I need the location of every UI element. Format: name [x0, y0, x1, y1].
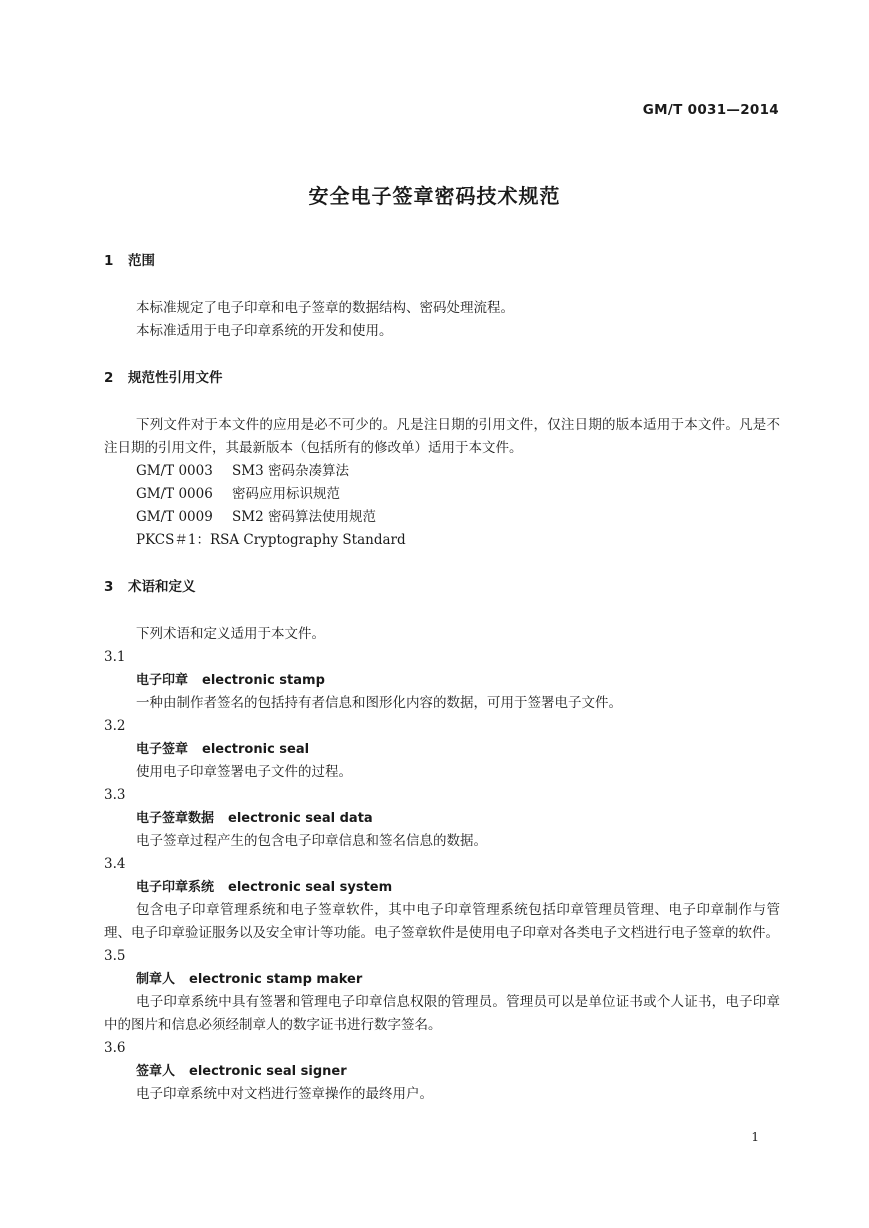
term-zh: 签章人 [136, 1064, 176, 1079]
term-number: 3.4 [104, 856, 126, 872]
term-heading [104, 807, 780, 830]
term-definition: 电子签章过程产生的包含电子印章信息和签名信息的数据。 [136, 833, 487, 849]
term-en: electronic stamp maker [189, 972, 363, 987]
term-number: 3.3 [104, 787, 126, 803]
section-heading-scope [104, 250, 780, 273]
section-number: 3 [104, 579, 114, 595]
term-entry [104, 1037, 780, 1106]
term-entry [104, 784, 780, 853]
standard-code: GM/T 0031—2014 [642, 102, 779, 118]
reference-code: GM/T 0009 [136, 509, 213, 525]
term-heading [104, 968, 780, 991]
reference-name: 密码应用标识规范 [232, 486, 340, 502]
term-en: electronic seal data [228, 811, 373, 826]
term-heading [104, 669, 780, 692]
term-zh: 电子签章 [136, 742, 189, 757]
term-heading [104, 1060, 780, 1083]
section-title: 范围 [128, 253, 155, 269]
reference-item [104, 483, 780, 506]
term-zh: 制章人 [136, 972, 176, 987]
term-en: electronic seal [202, 742, 310, 757]
reference-item [104, 506, 780, 529]
term-entry [104, 715, 780, 784]
section-number: 1 [104, 253, 114, 269]
term-number: 3.1 [104, 649, 126, 665]
term-en: electronic stamp [202, 673, 325, 688]
section-number: 2 [104, 370, 114, 386]
term-heading [104, 876, 780, 899]
term-number: 3.5 [104, 948, 126, 964]
section-title: 规范性引用文件 [128, 370, 223, 386]
term-definition: 电子印章系统中对文档进行签章操作的最终用户。 [136, 1086, 433, 1102]
term-definition: 电子印章系统中具有签署和管理电子印章信息权限的管理员。管理员可以是单位证书或个人证书，电子印章中的图片和信息必须经制章人的数字证书进行数字签名。 [104, 994, 780, 1033]
term-heading [104, 738, 780, 761]
terms-intro-paragraph: 下列术语和定义适用于本文件。 [136, 626, 325, 642]
reference-item-pkcs: PKCS＃1：RSA Cryptography Standard [136, 532, 406, 548]
reference-name: SM2 密码算法使用规范 [232, 509, 376, 525]
page-number: 1 [751, 1130, 759, 1144]
term-definition: 一种由制作者签名的包括持有者信息和图形化内容的数据，可用于签署电子文件。 [136, 695, 622, 711]
term-entry [104, 853, 780, 945]
reference-item [104, 460, 780, 483]
term-zh: 电子印章系统 [136, 880, 215, 895]
term-definition: 使用电子印章签署电子文件的过程。 [136, 764, 352, 780]
section-title: 术语和定义 [128, 579, 196, 595]
reference-name: SM3 密码杂凑算法 [232, 463, 349, 479]
term-entry [104, 945, 780, 1037]
term-definition: 包含电子印章管理系统和电子签章软件，其中电子印章管理系统包括印章管理员管理、电子印章制作与管理、电子印章验证服务以及安全审计等功能。电子签章软件是使用电子印章对各类电子文档进行电子签章的软件。 [104, 902, 780, 941]
reference-code: GM/T 0006 [136, 486, 213, 502]
term-zh: 电子印章 [136, 673, 189, 688]
scope-paragraph: 本标准规定了电子印章和电子签章的数据结构、密码处理流程。 [136, 300, 514, 316]
document-body [104, 250, 780, 1106]
term-en: electronic seal system [228, 880, 393, 895]
term-number: 3.2 [104, 718, 126, 734]
reference-code: GM/T 0003 [136, 463, 213, 479]
section-heading-refs [104, 367, 780, 390]
document-title: 安全电子签章密码技术规范 [308, 184, 561, 208]
scope-paragraph: 本标准适用于电子印章系统的开发和使用。 [136, 323, 393, 339]
refs-intro-paragraph: 下列文件对于本文件的应用是必不可少的。凡是注日期的引用文件，仅注日期的版本适用于本文件。凡是不注日期的引用文件，其最新版本（包括所有的修改单）适用于本文件。 [104, 417, 780, 456]
term-entry [104, 646, 780, 715]
term-zh: 电子签章数据 [136, 811, 215, 826]
section-heading-terms [104, 576, 780, 599]
term-number: 3.6 [104, 1040, 126, 1056]
term-en: electronic seal signer [189, 1064, 347, 1079]
